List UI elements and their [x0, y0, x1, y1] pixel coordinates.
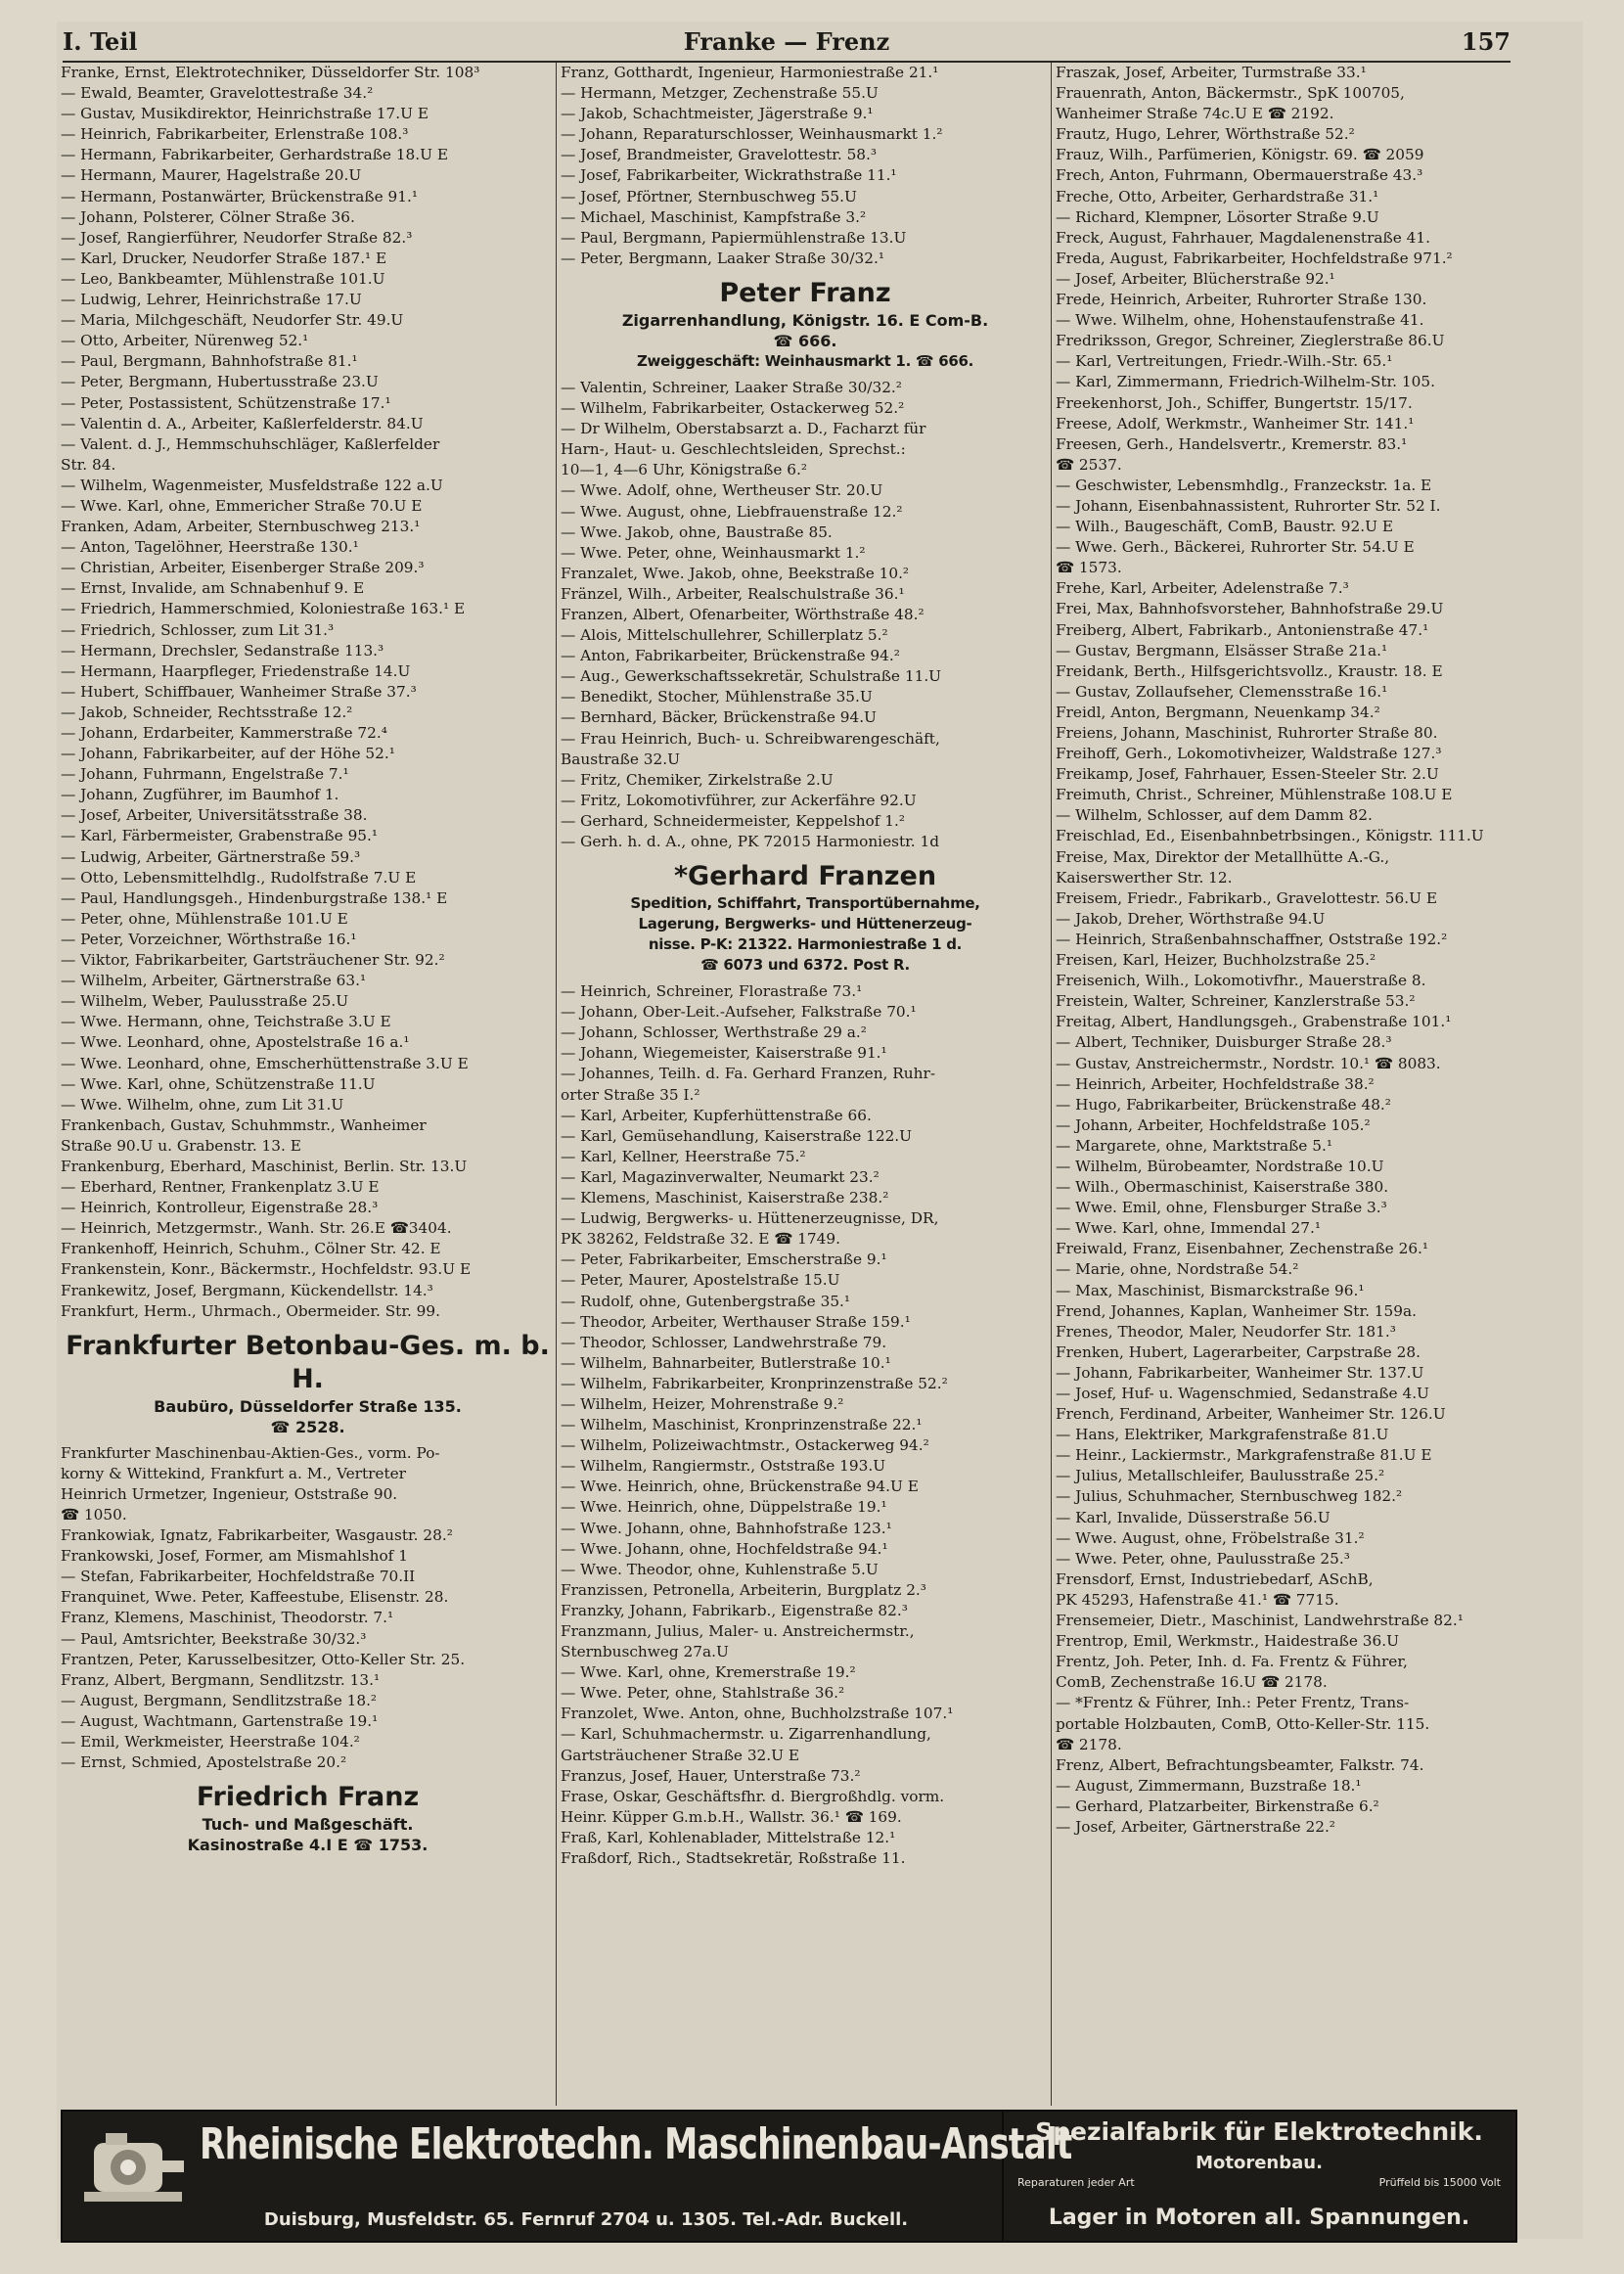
directory-entry-line: Heinrich Urmetzer, Ingenieur, Oststraße 90. [61, 1484, 398, 1503]
directory-entry-line: — Michael, Maschinist, Kampfstraße 3.² [561, 207, 867, 226]
directory-entry-line: — *Frentz & Führer, Inh.: Peter Frentz, Trans- [1056, 1694, 1410, 1712]
ad-line: Lagerung, Bergwerks- und Hüttenerzeug- [638, 915, 972, 933]
directory-entry-line: Freisen, Karl, Heizer, Buchholzstraße 25.² [1056, 951, 1376, 970]
directory-entry-line: — Wilh., Baugeschäft, ComB, Baustr. 92.U E [1056, 518, 1394, 536]
directory-entry-line: — Gustav, Bergmann, Elsässer Straße 21a.¹ [1056, 641, 1388, 659]
directory-entry-line: — Wwe. Leonhard, ohne, Apostelstraße 16 a.¹ [61, 1033, 410, 1052]
directory-entry-line: — Christian, Arbeiter, Eisenberger Straße 209.³ [61, 559, 425, 577]
banner-stock-line: Lager in Motoren all. Spannungen. [1048, 2206, 1470, 2230]
directory-entry-line: Heinr. Küpper G.m.b.H., Wallstr. 36.¹ ☎ 169. [561, 1807, 902, 1826]
directory-entry-line: — Heinrich, Kontrolleur, Eigenstraße 28.³ [61, 1199, 379, 1217]
ad-line: Spedition, Schiffahrt, Transportübernahme, [630, 894, 980, 913]
bottom-banner-ad [61, 2110, 1517, 2243]
ad-title: Friedrich Franz [196, 1782, 420, 1813]
directory-entry-line: — Wwe. Hermann, ohne, Teichstraße 3.U E [61, 1013, 391, 1031]
directory-entry-line: — Hubert, Schiffbauer, Wanheimer Straße 37.³ [61, 682, 417, 701]
section-label: I. Teil [63, 27, 138, 56]
directory-entry-line: Kaiserswerther Str. 12. [1056, 868, 1233, 887]
banner-specialty: Spezialfabrik für Elektrotechnik. [1035, 2117, 1483, 2146]
directory-entry-line: Frankowski, Josef, Former, am Mismahlshof 1 [61, 1547, 408, 1566]
banner-right-panel [1004, 2112, 1515, 2241]
column-2 [561, 63, 1050, 2106]
directory-entry-line: Franzmann, Julius, Maler- u. Anstreichermstr., [561, 1622, 915, 1640]
directory-entry-line: Fredriksson, Gregor, Schreiner, Zieglerstraße 86.U [1056, 332, 1445, 350]
directory-entry-line: Harn-, Haut- u. Geschlechtsleiden, Sprechst.: [561, 440, 906, 459]
directory-entry-line: Frend, Johannes, Kaplan, Wanheimer Str. 159a. [1056, 1301, 1417, 1320]
directory-entry-line: — Wwe. August, ohne, Fröbelstraße 31.² [1056, 1528, 1365, 1547]
directory-entry-line: Freikamp, Josef, Fahrhauer, Essen-Steeler Str. 2.U [1056, 765, 1439, 784]
directory-entry-line: — Wwe. Gerh., Bäckerei, Ruhrorter Str. 54.U E [1056, 538, 1415, 557]
directory-entry-line: Fränzel, Wilh., Arbeiter, Realschulstraße 36.¹ [561, 584, 905, 603]
banner-left-panel [63, 2112, 1072, 2241]
directory-entry-line: — Karl, Arbeiter, Kupferhüttenstraße 66. [561, 1106, 872, 1124]
directory-entry-line: — Karl, Färbermeister, Grabenstraße 95.¹ [61, 827, 379, 845]
directory-entry-line: Sternbuschweg 27a.U [561, 1643, 729, 1661]
directory-entry-line: Frankfurt, Herm., Uhrmach., Obermeider. Str. 99. [61, 1301, 441, 1320]
ad-title: Peter Franz [719, 277, 891, 308]
banner-repairs: Reparaturen jeder Art [1017, 2176, 1135, 2189]
directory-entry-line: Frankenhoff, Heinrich, Schuhm., Cölner Str. 42. E [61, 1240, 441, 1258]
directory-entry-line: — Hermann, Postanwärter, Brückenstraße 91.¹ [61, 187, 419, 205]
directory-entry-line: Franquinet, Wwe. Peter, Kaffeestube, Elisenstr. 28. [61, 1588, 449, 1607]
directory-entry-line: — Wilhelm, Bahnarbeiter, Butlerstraße 10.¹ [561, 1353, 891, 1372]
electric-motor-icon [80, 2123, 188, 2207]
directory-entry-line: PK 45293, Hafenstraße 41.¹ ☎ 7715. [1056, 1590, 1339, 1609]
directory-entry-line: Freiwald, Franz, Eisenbahner, Zechenstraße 26.¹ [1056, 1240, 1429, 1258]
directory-entry-line: Freisem, Friedr., Fabrikarb., Gravelottestr. 56.U E [1056, 888, 1438, 907]
directory-entry-line: — Heinrich, Straßenbahnschaffner, Oststraße 192.² [1056, 930, 1448, 948]
directory-entry-line: Wanheimer Straße 74c.U E ☎ 2192. [1056, 105, 1334, 123]
directory-entry-line: — Johann, Erdarbeiter, Kammerstraße 72.⁴ [61, 724, 387, 742]
directory-entry-line: — Margarete, ohne, Marktstraße 5.¹ [1056, 1136, 1332, 1155]
directory-entry-line: — Fritz, Chemiker, Zirkelstraße 2.U [561, 770, 834, 789]
directory-entry-line: — Heinrich, Metzgermstr., Wanh. Str. 26.E ☎3404. [61, 1219, 452, 1238]
directory-entry-line: — Anton, Fabrikarbeiter, Brückenstraße 94.² [561, 647, 900, 665]
directory-entry-line: — Gerh. h. d. A., ohne, PK 72015 Harmoniestr. 1d [561, 833, 940, 850]
directory-entry-line: Frauenrath, Anton, Bäckermstr., SpK 100705, [1056, 84, 1405, 103]
column-1 [61, 63, 555, 2106]
directory-entry-line: — Leo, Bankbeamter, Mühlenstraße 101.U [61, 269, 385, 288]
ad-lines [561, 893, 1050, 976]
directory-entry-line: — Peter, Bergmann, Laaker Straße 30/32.¹ [561, 249, 884, 267]
banner-testfield: Prüffeld bis 15000 Volt [1378, 2176, 1501, 2189]
directory-entry-line: korny & Wittekind, Frankfurt a. M., Vertreter [61, 1464, 406, 1482]
directory-entry-line: — Johannes, Teilh. d. Fa. Gerhard Franzen, Ruhr- [561, 1065, 935, 1083]
directory-entry-line: Franzolet, Wwe. Anton, ohne, Buchholzstraße 107.¹ [561, 1705, 954, 1723]
directory-entry-line: — August, Wachtmann, Gartenstraße 19.¹ [61, 1711, 379, 1730]
directory-entry-line: Frech, Anton, Fuhrmann, Obermauerstraße 43.³ [1056, 166, 1423, 185]
directory-entry-line: — Johann, Eisenbahnassistent, Ruhrorter Str. 52 I. [1056, 496, 1441, 515]
directory-entry-line: — Wwe. Jakob, ohne, Baustraße 85. [561, 523, 833, 541]
ad-line: ☎ 2528. [270, 1417, 345, 1436]
directory-entry-line: — Wilhelm, Rangiermstr., Oststraße 193.U [561, 1457, 886, 1476]
directory-entry-line: Freiens, Johann, Maschinist, Ruhrorter Straße 80. [1056, 724, 1438, 742]
directory-entry-line: — Wwe. Peter, ohne, Weinhausmarkt 1.² [561, 543, 866, 562]
directory-entry-line: — Peter, Fabrikarbeiter, Emscherstraße 9.¹ [561, 1251, 887, 1269]
ad-friedrich-franz [61, 1781, 555, 1855]
directory-entry-line: — Wwe. Karl, ohne, Emmericher Straße 70.U E [61, 496, 423, 515]
directory-entry-line: Frentz, Joh. Peter, Inh. d. Fa. Frentz & Führer, [1056, 1653, 1408, 1671]
directory-entry-line: — Jakob, Schneider, Rechtsstraße 12.² [61, 703, 353, 721]
directory-entry-line: — Josef, Pförtner, Sternbuschweg 55.U [561, 187, 857, 205]
directory-entry-line: — Hermann, Drechsler, Sedanstraße 113.³ [61, 641, 384, 659]
directory-entry-line: — Wwe. Heinrich, ohne, Düppelstraße 19.¹ [561, 1498, 887, 1517]
directory-entry-line: — August, Zimmermann, Buzstraße 18.¹ [1056, 1776, 1362, 1795]
directory-entry-line: — Viktor, Fabrikarbeiter, Gartsträuchener Str. 92.² [61, 951, 445, 970]
column-3 [1056, 63, 1513, 2106]
banner-motor-line: Motorenbau. [1195, 2153, 1323, 2173]
directory-entry-line: — Hermann, Maurer, Hagelstraße 20.U [61, 166, 362, 185]
directory-entry-line: — Johann, Reparaturschlosser, Weinhausmarkt 1.² [561, 125, 943, 144]
directory-entry-line: Frankewitz, Josef, Bergmann, Kückendellstr. 14.³ [61, 1281, 433, 1299]
directory-entry-line: Freihoff, Gerh., Lokomotivheizer, Waldstraße 127.³ [1056, 745, 1442, 763]
directory-entry-line: — Wilhelm, Maschinist, Kronprinzenstraße 22.¹ [561, 1416, 923, 1434]
directory-entry-line: Straße 90.U u. Grabenstr. 13. E [61, 1136, 301, 1155]
directory-entry-line: — Paul, Handlungsgeh., Hindenburgstraße 138.¹ E [61, 888, 448, 907]
directory-entry-line: Freisenich, Wilh., Lokomotivfhr., Mauerstraße 8. [1056, 972, 1426, 990]
directory-entry-line: — Paul, Amtsrichter, Beekstraße 30/32.³ [61, 1629, 367, 1648]
directory-entry-line: Franke, Ernst, Elektrotechniker, Düsseldorfer Str. 108³ [61, 64, 480, 81]
directory-entry-line: — Wilh., Obermaschinist, Kaiserstraße 380. [1056, 1178, 1389, 1197]
directory-entry-line: — Wilhelm, Weber, Paulusstraße 25.U [61, 992, 349, 1011]
directory-entry-line: Franken, Adam, Arbeiter, Sternbuschweg 213.¹ [61, 518, 421, 536]
ad-title: Frankfurter Betonbau-Ges. m. b. H. [66, 1330, 550, 1394]
directory-entry-line: — Wilhelm, Heizer, Mohrenstraße 9.² [561, 1394, 844, 1413]
directory-entry-line: Freese, Adolf, Werkmstr., Wanheimer Str. 141.¹ [1056, 414, 1415, 432]
directory-entry-line: — Josef, Arbeiter, Gärtnerstraße 22.² [1056, 1817, 1335, 1836]
directory-entry-line: — Wwe. Leonhard, ohne, Emscherhüttenstraße 3.U E [61, 1054, 469, 1072]
directory-entry-line: — Heinrich, Arbeiter, Hochfeldstraße 38.² [1056, 1074, 1375, 1093]
directory-entry-line: Frantzen, Peter, Karusselbesitzer, Otto-Keller Str. 25. [61, 1650, 466, 1668]
directory-entry-line: — Wwe. Wilhelm, ohne, Hohenstaufenstraße 41. [1056, 311, 1424, 330]
directory-entry-line: Baustraße 32.U [561, 750, 680, 768]
directory-entry-line: — Wwe. Karl, ohne, Schützenstraße 11.U [61, 1074, 376, 1093]
directory-entry-line: — Johann, Wiegemeister, Kaiserstraße 91.¹ [561, 1044, 887, 1063]
directory-entry-line: orter Straße 35 I.² [561, 1085, 700, 1104]
directory-entry-line: — Benedikt, Stocher, Mühlenstraße 35.U [561, 688, 873, 706]
directory-entry-line: — Karl, Gemüsehandlung, Kaiserstraße 122.U [561, 1126, 913, 1145]
directory-entry-line: ☎ 1050. [61, 1506, 127, 1524]
column-rule-1 [556, 63, 557, 2106]
ad-line: Kasinostraße 4.I E ☎ 1753. [187, 1836, 429, 1855]
directory-entry-line: — Johann, Fuhrmann, Engelstraße 7.¹ [61, 765, 349, 784]
page-range-title: Franke — Frenz [683, 27, 890, 56]
directory-entry-line: — Johann, Fabrikarbeiter, Wanheimer Str. 137.U [1056, 1363, 1424, 1382]
page-number: 157 [1461, 27, 1511, 56]
directory-entry-line: Frei, Max, Bahnhofsvorsteher, Bahnhofstraße 29.U [1056, 600, 1444, 618]
directory-entry-line: — Wwe. Heinrich, ohne, Brückenstraße 94.U E [561, 1478, 919, 1496]
directory-entry-line: Frase, Oskar, Geschäftsfhr. d. Biergroßhdlg. vorm. [561, 1787, 945, 1805]
directory-entry-line: Frankowiak, Ignatz, Fabrikarbeiter, Wasgaustr. 28.² [61, 1526, 453, 1545]
directory-entry-line: French, Ferdinand, Arbeiter, Wanheimer Str. 126.U [1056, 1405, 1446, 1424]
entries-block [1056, 63, 1513, 1838]
directory-entry-line: — Wilhelm, Schlosser, auf dem Damm 82. [1056, 806, 1373, 825]
directory-entry-line: — Bernhard, Bäcker, Brückenstraße 94.U [561, 708, 877, 727]
directory-entry-line: — Gustav, Zollaufseher, Clemensstraße 16.¹ [1056, 682, 1388, 701]
directory-entry-line: — Wwe. Adolf, ohne, Wertheuser Str. 20.U [561, 481, 883, 500]
directory-entry-line: — Karl, Zimmermann, Friedrich-Wilhelm-Str. 105. [1056, 373, 1435, 391]
directory-entry-line: Frede, Heinrich, Arbeiter, Ruhrorter Straße 130. [1056, 291, 1427, 309]
directory-entry-line: — Heinr., Lackiermstr., Markgrafenstraße 81.U E [1056, 1446, 1432, 1465]
directory-entry-line: Franzus, Josef, Hauer, Unterstraße 73.² [561, 1766, 861, 1785]
entries-block [61, 1443, 555, 1774]
directory-entry-line: — Wwe. Johann, ohne, Hochfeldstraße 94.¹ [561, 1539, 888, 1558]
directory-entry-line: — Valent. d. J., Hemmschuhschläger, Kaßlerfelder [61, 434, 440, 453]
directory-entry-line: — Wwe. Peter, ohne, Stahlstraße 36.² [561, 1684, 845, 1703]
entries-block [561, 378, 1050, 852]
directory-entry-line: — Johann, Zugführer, im Baumhof 1. [61, 786, 339, 804]
directory-entry-line: — Karl, Kellner, Heerstraße 75.² [561, 1147, 806, 1165]
directory-entry-line: Frenz, Albert, Befrachtungsbeamter, Falkstr. 74. [1056, 1755, 1424, 1774]
directory-entry-line: Freiberg, Albert, Fabrikarb., Antonienstraße 47.¹ [1056, 620, 1429, 639]
directory-entry-line: PK 38262, Feldstraße 32. E ☎ 1749. [561, 1230, 840, 1249]
directory-entry-line: — Theodor, Schlosser, Landwehrstraße 79. [561, 1333, 887, 1351]
directory-entry-line: — Paul, Bergmann, Papiermühlenstraße 13.U [561, 228, 907, 247]
directory-entry-line: — Theodor, Arbeiter, Werthauser Straße 159.¹ [561, 1312, 911, 1331]
directory-entry-line: — Peter, Bergmann, Hubertusstraße 23.U [61, 373, 379, 391]
directory-entry-line: Frankenbach, Gustav, Schuhmmstr., Wanheimer [61, 1115, 427, 1134]
directory-entry-line: — Wilhelm, Fabrikarbeiter, Kronprinzenstraße 52.² [561, 1374, 948, 1392]
directory-entry-line: Franzky, Johann, Fabrikarb., Eigenstraße 82.³ [561, 1601, 908, 1619]
directory-entry-line: — Josef, Rangierführer, Neudorfer Straße 82.³ [61, 228, 413, 247]
directory-entry-line: — Peter, Vorzeichner, Wörthstraße 16.¹ [61, 930, 357, 948]
directory-entry-line: — Maria, Milchgeschäft, Neudorfer Str. 49.U [61, 311, 404, 330]
column-rule-2 [1051, 63, 1052, 2106]
directory-entry-line: — Gustav, Musikdirektor, Heinrichstraße 17.U E [61, 105, 429, 123]
entries-block [561, 981, 1050, 1869]
directory-entry-line: — Wwe. Wilhelm, ohne, zum Lit 31.U [61, 1095, 344, 1114]
running-head [63, 27, 1511, 63]
directory-entry-line: — Gerhard, Schneidermeister, Keppelshof 1.² [561, 811, 906, 830]
directory-entry-line: — Karl, Magazinverwalter, Neumarkt 23.² [561, 1167, 880, 1186]
directory-entry-line: — Josef, Huf- u. Wagenschmied, Sedanstraße 4.U [1056, 1385, 1429, 1402]
directory-entry-line: — Peter, ohne, Mühlenstraße 101.U E [61, 909, 348, 928]
entries-block [61, 63, 555, 1322]
directory-entry-line: — Gustav, Anstreichermstr., Nordstr. 10.¹ ☎ 8083. [1056, 1054, 1441, 1072]
ad-peter-franz [561, 277, 1050, 372]
directory-entry-line: — Wwe. Peter, ohne, Paulusstraße 25.³ [1056, 1549, 1350, 1568]
directory-entry-line: — Johann, Schlosser, Werthstraße 29 a.² [561, 1023, 867, 1042]
directory-entry-line: Franz, Gotthardt, Ingenieur, Harmoniestraße 21.¹ [561, 64, 939, 81]
directory-entry-line: Freche, Otto, Arbeiter, Gerhardstraße 31.¹ [1056, 187, 1379, 205]
directory-entry-line: — Hans, Elektriker, Markgrafenstraße 81.U [1056, 1426, 1389, 1444]
entries-block [561, 63, 1050, 269]
directory-entry-line: Frankfurter Maschinenbau-Aktien-Ges., vorm. Po- [61, 1443, 440, 1462]
directory-entry-line: portable Holzbauten, ComB, Otto-Keller-Str. 115. [1056, 1714, 1430, 1733]
directory-entry-line: Freidank, Berth., Hilfsgerichtsvollz., Kraustr. 18. E [1056, 661, 1443, 680]
directory-entry-line: — Johann, Ober-Leit.-Aufseher, Falkstraße 70.¹ [561, 1003, 917, 1022]
directory-entry-line: Frenes, Theodor, Maler, Neudorfer Str. 181.³ [1056, 1322, 1396, 1341]
directory-entry-line: Franzissen, Petronella, Arbeiterin, Burgplatz 2.³ [561, 1580, 926, 1599]
directory-entry-line: 10—1, 4—6 Uhr, Königstraße 6.² [561, 461, 807, 479]
directory-entry-line: — Jakob, Dreher, Wörthstraße 94.U [1056, 909, 1326, 928]
directory-entry-line: — Josef, Brandmeister, Gravelottestr. 58.³ [561, 146, 878, 164]
directory-entry-line: — Emil, Werkmeister, Heerstraße 104.² [61, 1733, 360, 1751]
directory-entry-line: — Wwe. Karl, ohne, Kremerstraße 19.² [561, 1663, 856, 1682]
directory-entry-line: — Valentin, Schreiner, Laaker Straße 30/32.² [561, 378, 902, 396]
directory-entry-line: Frensemeier, Dietr., Maschinist, Landwehrstraße 82.¹ [1056, 1612, 1464, 1630]
directory-entry-line: Frehe, Karl, Arbeiter, Adelenstraße 7.³ [1056, 579, 1349, 598]
directory-entry-line: — Peter, Maurer, Apostelstraße 15.U [561, 1271, 840, 1290]
directory-entry-line: — Johann, Fabrikarbeiter, auf der Höhe 52.¹ [61, 745, 395, 763]
directory-entry-line: — Albert, Techniker, Duisburger Straße 28.³ [1056, 1033, 1392, 1052]
directory-entry-line: Franzen, Albert, Ofenarbeiter, Wörthstraße 48.² [561, 605, 925, 623]
directory-entry-line: Frentrop, Emil, Werkmstr., Haidestraße 36.U [1056, 1632, 1400, 1651]
directory-entry-line: — Josef, Arbeiter, Universitätsstraße 38. [61, 806, 368, 825]
directory-entry-line: Frautz, Hugo, Lehrer, Wörthstraße 52.² [1056, 125, 1355, 144]
directory-entry-line: — Max, Maschinist, Bismarckstraße 96.¹ [1056, 1281, 1365, 1299]
directory-entry-line: Freitag, Albert, Handlungsgeh., Grabenstraße 101.¹ [1056, 1013, 1452, 1031]
directory-entry-line: — Johann, Polsterer, Cölner Straße 36. [61, 207, 355, 226]
directory-entry-line: Freekenhorst, Joh., Schiffer, Bungertstr. 15/17. [1056, 393, 1413, 412]
ad-line: Zweiggeschäft: Weinhausmarkt 1. ☎ 666. [636, 351, 974, 370]
directory-entry-line: Fraß, Karl, Kohlenablader, Mittelstraße 12.¹ [561, 1828, 896, 1846]
directory-entry-line: Freesen, Gerh., Handelsvertr., Kremerstr. 83.¹ [1056, 434, 1408, 453]
ad-line: ☎ 6073 und 6372. Post R. [700, 956, 910, 975]
ad-frankfurter-betonbau [61, 1330, 555, 1437]
directory-entry-line: — Eberhard, Rentner, Frankenplatz 3.U E [61, 1178, 380, 1197]
directory-entry-line: — Karl, Drucker, Neudorfer Straße 187.¹ E [61, 249, 387, 267]
directory-entry-line: — Gerhard, Platzarbeiter, Birkenstraße 6.² [1056, 1796, 1379, 1815]
directory-entry-line: — Hermann, Fabrikarbeiter, Gerhardstraße 18.U E [61, 146, 449, 164]
directory-entry-line: — Karl, Schuhmachermstr. u. Zigarrenhandlung, [561, 1725, 931, 1744]
directory-entry-line: Frensdorf, Ernst, Industriebedarf, ASchB, [1056, 1569, 1374, 1588]
directory-entry-line: — Hermann, Haarpfleger, Friedenstraße 14.U [61, 661, 411, 680]
directory-entry-line: — Wilhelm, Polizeiwachtmstr., Ostackerweg 94.² [561, 1436, 929, 1455]
directory-entry-line: ☎ 1573. [1056, 559, 1122, 577]
directory-entry-line: Frauz, Wilh., Parfümerien, Königstr. 69. ☎ 2059 [1056, 146, 1424, 164]
directory-entry-line: Franz, Klemens, Maschinist, Theodorstr. 7.¹ [61, 1609, 394, 1627]
directory-entry-line: Franzalet, Wwe. Jakob, ohne, Beekstraße 10.² [561, 564, 910, 582]
directory-entry-line: — Karl, Invalide, Düsserstraße 56.U [1056, 1508, 1331, 1526]
directory-entry-line: — Rudolf, ohne, Gutenbergstraße 35.¹ [561, 1292, 851, 1310]
directory-entry-line: — Ewald, Beamter, Gravelottestraße 34.² [61, 84, 374, 103]
directory-entry-line: ☎ 2537. [1056, 455, 1122, 474]
directory-entry-line: — Heinrich, Fabrikarbeiter, Erlenstraße 108.³ [61, 125, 409, 144]
directory-entry-line: — Jakob, Schachtmeister, Jägerstraße 9.¹ [561, 105, 874, 123]
directory-entry-line: — Ludwig, Arbeiter, Gärtnerstraße 59.³ [61, 847, 361, 866]
directory-entry-line: — Alois, Mittelschullehrer, Schillerplatz 5.² [561, 626, 888, 645]
ad-line: ☎ 666. [773, 331, 837, 350]
ad-title: *Gerhard Franzen [673, 861, 937, 892]
directory-entry-line: — Wilhelm, Wagenmeister, Musfeldstraße 122 a.U [61, 476, 443, 494]
directory-entry-line: — Fritz, Lokomotivführer, zur Ackerfähre 92.U [561, 791, 917, 809]
directory-entry-line: — Ludwig, Lehrer, Heinrichstraße 17.U [61, 291, 362, 309]
ad-line: Zigarrenhandlung, Königstr. 16. E Com-B. [621, 310, 989, 330]
directory-entry-line: — Frau Heinrich, Buch- u. Schreibwarengeschäft, [561, 729, 940, 748]
directory-entry-line: Freise, Max, Direktor der Metallhütte A.-G., [1056, 847, 1390, 866]
directory-entry-line: Freda, August, Fabrikarbeiter, Hochfeldstraße 971.² [1056, 249, 1453, 267]
directory-entry-line: ComB, Zechenstraße 16.U ☎ 2178. [1056, 1673, 1328, 1692]
directory-entry-line: — Otto, Arbeiter, Nürenweg 52.¹ [61, 332, 309, 350]
directory-entry-line: Freischlad, Ed., Eisenbahnbetrbsingen., Königstr. 111.U [1056, 827, 1484, 845]
directory-entry-line: — Valentin d. A., Arbeiter, Kaßlerfelderstr. 84.U [61, 414, 424, 432]
directory-entry-line: Str. 84. [61, 455, 116, 474]
directory-entry-line: Frenken, Hubert, Lagerarbeiter, Carpstraße 28. [1056, 1342, 1421, 1361]
directory-entry-line: — Peter, Postassistent, Schützenstraße 17.¹ [61, 393, 391, 412]
banner-company-name: Rheinische Elektrotechn. Maschinenbau-Anstalt [200, 2119, 1072, 2169]
directory-entry-line: — Otto, Lebensmittelhdlg., Rudolfstraße 7.U E [61, 868, 417, 887]
ad-line: Tuch- und Maßgeschäft. [202, 1815, 414, 1835]
directory-entry-line: Fraszak, Josef, Arbeiter, Turmstraße 33.¹ [1056, 64, 1367, 81]
directory-entry-line: — Ernst, Schmied, Apostelstraße 20.² [61, 1753, 347, 1772]
directory-entry-line: — Richard, Klempner, Lösorter Straße 9.U [1056, 207, 1379, 226]
directory-entry-line: — Stefan, Fabrikarbeiter, Hochfeldstraße 70.II [61, 1568, 416, 1586]
directory-entry-line: Gartsträuchener Straße 32.U E [561, 1746, 800, 1764]
directory-entry-line: — Josef, Fabrikarbeiter, Wickrathstraße 11.¹ [561, 166, 897, 185]
directory-entry-line: — Johann, Arbeiter, Hochfeldstraße 105.² [1056, 1115, 1371, 1134]
directory-entry-line: — Klemens, Maschinist, Kaiserstraße 238.² [561, 1189, 889, 1207]
directory-entry-line: — Hermann, Metzger, Zechenstraße 55.U [561, 84, 879, 103]
directory-entry-line: — Wwe. Theodor, ohne, Kuhlenstraße 5.U [561, 1560, 879, 1578]
directory-entry-line: — Hugo, Fabrikarbeiter, Brückenstraße 48.² [1056, 1095, 1391, 1114]
directory-entry-line: — Geschwister, Lebensmhdlg., Franzeckstr. 1a. E [1056, 476, 1432, 494]
directory-entry-line: — Friedrich, Hammerschmied, Koloniestraße 163.¹ E [61, 600, 466, 618]
directory-entry-line: ☎ 2178. [1056, 1735, 1122, 1753]
directory-entry-line: — Wilhelm, Arbeiter, Gärtnerstraße 63.¹ [61, 972, 367, 990]
directory-entry-line: — Wilhelm, Fabrikarbeiter, Ostackerweg 52.² [561, 399, 905, 418]
directory-entry-line: — Anton, Tagelöhner, Heerstraße 130.¹ [61, 538, 359, 557]
directory-entry-line: Freidl, Anton, Bergmann, Neuenkamp 34.² [1056, 703, 1380, 721]
directory-entry-line: — August, Bergmann, Sendlitzstraße 18.² [61, 1691, 378, 1709]
directory-entry-line: — Dr Wilhelm, Oberstabsarzt a. D., Facharzt für [561, 420, 926, 438]
directory-entry-line: — Wilhelm, Bürobeamter, Nordstraße 10.U [1056, 1157, 1384, 1175]
directory-entry-line: — Karl, Vertreitungen, Friedr.-Wilh.-Str. 65.¹ [1056, 352, 1393, 371]
directory-entry-line: Fraßdorf, Rich., Stadtsekretär, Roßstraße 11. [561, 1849, 906, 1868]
directory-entry-line: — Wwe. August, ohne, Liebfrauenstraße 12.² [561, 502, 903, 521]
directory-entry-line: — Julius, Metallschleifer, Baulusstraße 25.² [1056, 1467, 1385, 1485]
directory-entry-line: — Wwe. Karl, ohne, Immendal 27.¹ [1056, 1219, 1322, 1238]
directory-entry-line: — Wwe. Emil, ohne, Flensburger Straße 3.³ [1056, 1199, 1387, 1217]
directory-entry-line: Freistein, Walter, Schreiner, Kanzlerstraße 53.² [1056, 992, 1416, 1011]
banner-address: Duisburg, Musfeldstr. 65. Fernruf 2704 u. 1305. Tel.-Adr. Buckell. [263, 2209, 909, 2230]
directory-entry-line: — Ludwig, Bergwerks- u. Hüttenerzeugnisse, DR, [561, 1209, 939, 1228]
ad-line: nisse. P-K: 21322. Harmoniestraße 1 d. [648, 935, 963, 954]
directory-entry-line: — Wwe. Johann, ohne, Bahnhofstraße 123.¹ [561, 1519, 892, 1537]
directory-entry-line: — Ernst, Invalide, am Schnabenhuf 9. E [61, 579, 365, 598]
directory-entry-line: Freck, August, Fahrhauer, Magdalenenstraße 41. [1056, 228, 1430, 247]
directory-entry-line: — Julius, Schuhmacher, Sternbuschweg 182.² [1056, 1487, 1403, 1506]
directory-entry-line: Frankenstein, Konr., Bäckermstr., Hochfeldstr. 93.U E [61, 1260, 472, 1279]
ad-line: Baubüro, Düsseldorfer Straße 135. [154, 1396, 462, 1416]
ad-gerhard-franzen [561, 860, 1050, 976]
directory-entry-line: Freimuth, Christ., Schreiner, Mühlenstraße 108.U E [1056, 786, 1453, 804]
directory-entry-line: Franz, Albert, Bergmann, Sendlitzstr. 13.¹ [61, 1670, 381, 1689]
directory-entry-line: — Marie, ohne, Nordstraße 54.² [1056, 1260, 1299, 1279]
directory-entry-line: — Heinrich, Schreiner, Florastraße 73.¹ [561, 982, 863, 1001]
directory-entry-line: — Josef, Arbeiter, Blücherstraße 92.¹ [1056, 269, 1335, 288]
directory-entry-line: Frankenburg, Eberhard, Maschinist, Berlin. Str. 13.U [61, 1157, 468, 1175]
directory-entry-line: — Aug., Gewerkschaftssekretär, Schulstraße 11.U [561, 667, 942, 686]
directory-entry-line: — Paul, Bergmann, Bahnhofstraße 81.¹ [61, 352, 358, 371]
directory-entry-line: — Friedrich, Schlosser, zum Lit 31.³ [61, 620, 335, 639]
